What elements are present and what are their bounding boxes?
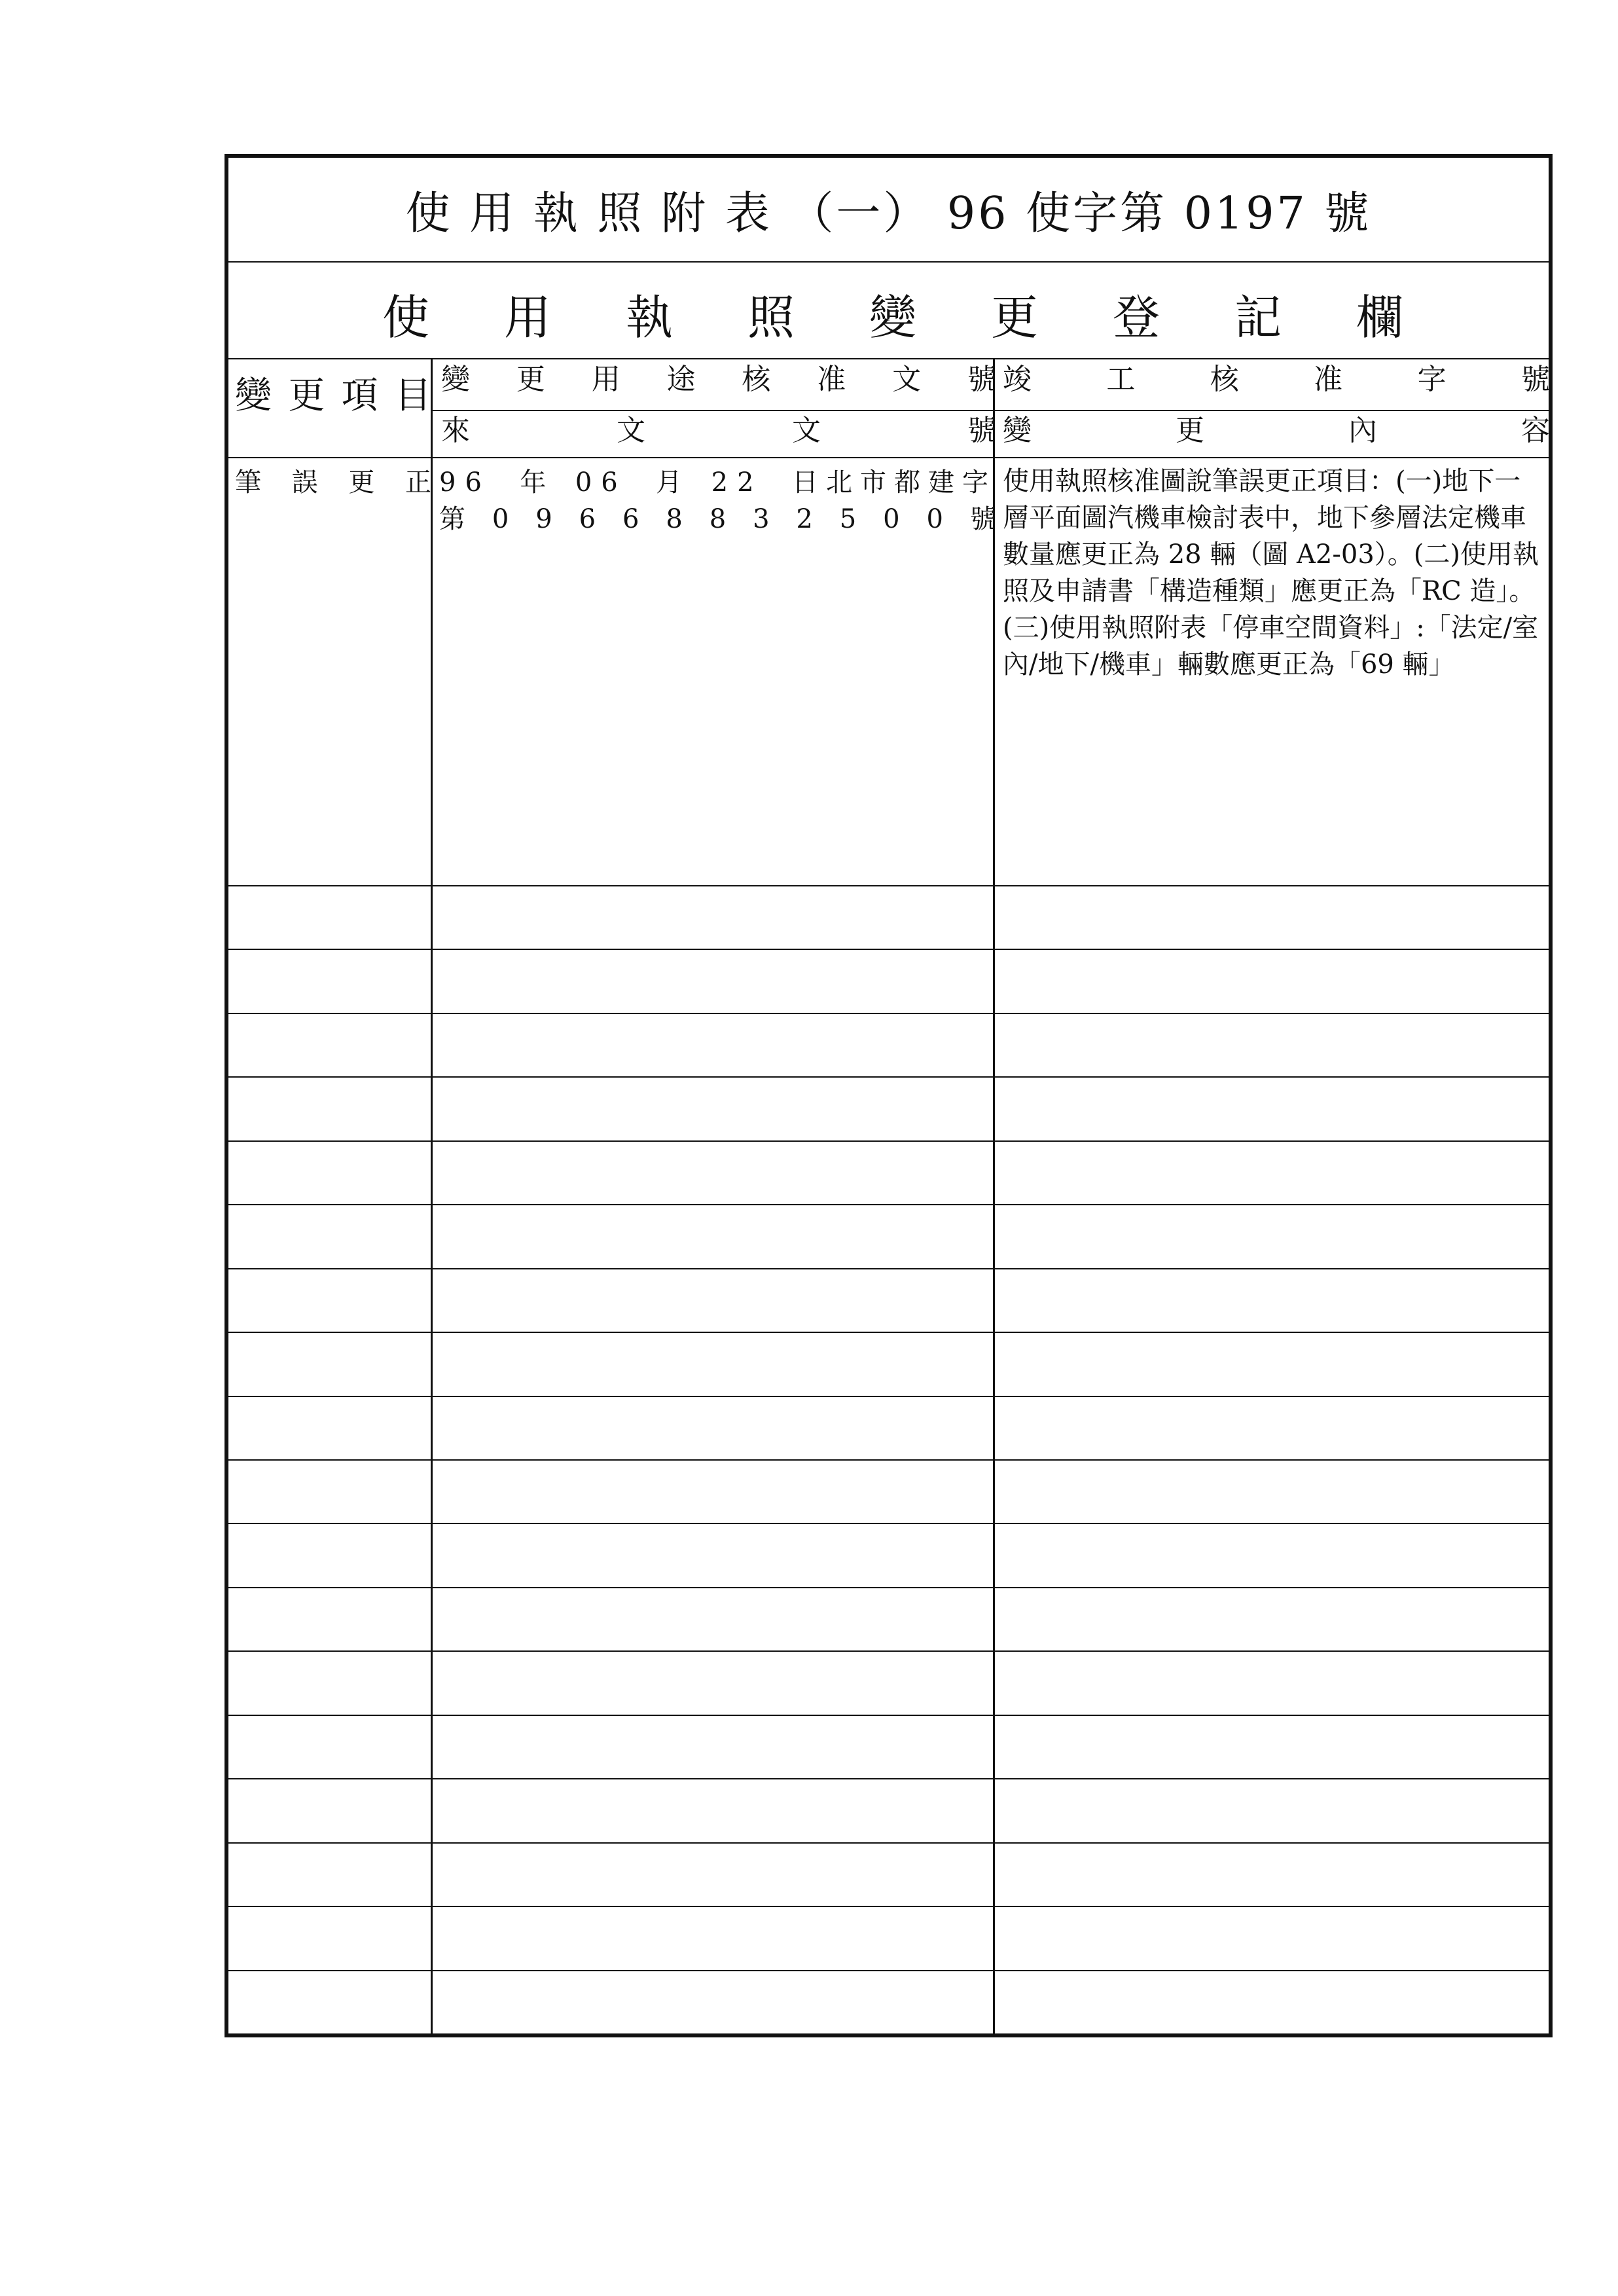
doc-token: 月 xyxy=(656,467,683,498)
header-char: 用 xyxy=(591,363,620,396)
doc-token: 年 xyxy=(520,467,547,498)
subtitle-char: 登 xyxy=(1113,290,1160,345)
form-subtitle xyxy=(228,261,1549,358)
header-char: 文 xyxy=(617,414,645,447)
header-incoming-doc-no xyxy=(441,414,996,447)
doc-token: 0 xyxy=(926,504,943,534)
header-char: 准 xyxy=(817,363,846,396)
row-divider xyxy=(228,1523,1549,1524)
header-char: 項 xyxy=(341,374,378,417)
subtitle-char: 記 xyxy=(1234,290,1282,345)
row-divider xyxy=(228,1906,1549,1907)
header-completion-no xyxy=(1003,363,1550,396)
header-char: 工 xyxy=(1106,363,1136,396)
row-divider xyxy=(228,1396,1549,1397)
subtitle-char: 使 xyxy=(382,290,430,345)
header-change-content xyxy=(1003,414,1550,447)
item-char: 正 xyxy=(404,467,431,498)
subtitle-char: 用 xyxy=(504,290,552,345)
row-divider xyxy=(228,949,1549,950)
doc-token: 6 xyxy=(579,504,596,534)
subtitle-char: 欄 xyxy=(1356,290,1404,345)
header-char: 變 xyxy=(441,363,470,396)
row-change-content: 使用執照核准圖說筆誤更正項目：(一)地下一層平面圖汽機車檢討表中，地下參層法定機車數量應更正為 28 輛（圖 A2-03）。(二)使用執照及申請書「構造種類」應更正為「RC 造」。(三)使用執照附表「停車空間資料」:「法定/室內/地下/機車」輛數應更正為「69 輛」 xyxy=(1003,466,1539,680)
header-char: 核 xyxy=(1210,363,1239,396)
doc-token: 96 xyxy=(439,467,491,498)
header-char: 准 xyxy=(1314,363,1343,396)
row-divider xyxy=(228,1268,1549,1269)
doc-token: 日北市都建字 xyxy=(791,467,996,498)
row-divider xyxy=(228,1204,1549,1205)
header-char: 變 xyxy=(1003,414,1032,447)
header-char: 文 xyxy=(892,363,922,396)
row-divider xyxy=(228,1076,1549,1078)
subtitle-char: 照 xyxy=(747,290,795,345)
subtitle-char: 執 xyxy=(626,290,674,345)
doc-token: 第 xyxy=(439,504,465,534)
row-doc-line-1 xyxy=(439,464,996,501)
header-char: 號 xyxy=(967,363,996,396)
doc-token: 22 xyxy=(711,467,763,498)
row-divider xyxy=(228,1715,1549,1716)
subtitle-char: 變 xyxy=(869,290,917,345)
row-divider xyxy=(228,1650,1549,1652)
header-char: 途 xyxy=(666,363,696,396)
header-char: 文 xyxy=(792,414,821,447)
item-char: 誤 xyxy=(291,467,318,498)
row-divider xyxy=(228,1013,1549,1014)
doc-token: 0 xyxy=(883,504,900,534)
row-divider xyxy=(228,1332,1549,1333)
header-char: 來 xyxy=(441,414,470,447)
row-divider xyxy=(228,1842,1549,1844)
doc-token: 5 xyxy=(839,504,857,534)
header-char: 號 xyxy=(967,414,996,447)
header-char: 更 xyxy=(516,363,545,396)
doc-token: 2 xyxy=(796,504,813,534)
usage-permit-change-form xyxy=(225,154,1553,2037)
item-char: 筆 xyxy=(235,467,261,498)
header-char: 容 xyxy=(1521,414,1550,447)
header-char: 核 xyxy=(742,363,771,396)
doc-token: 6 xyxy=(622,504,639,534)
header-char: 號 xyxy=(1520,363,1550,396)
row-divider xyxy=(228,1970,1549,1971)
form-title: 使 用 執 照 附 表 （一） 96 使字第 0197 號 xyxy=(405,187,1372,240)
header-char: 變 xyxy=(235,374,272,417)
doc-token: 0 xyxy=(492,504,509,534)
header-char: 更 xyxy=(288,374,325,417)
doc-token: 8 xyxy=(709,504,727,534)
item-char: 更 xyxy=(348,467,375,498)
header-char: 更 xyxy=(1176,414,1204,447)
row-divider xyxy=(228,1459,1549,1461)
subtitle-char: 更 xyxy=(991,290,1039,345)
doc-token: 號 xyxy=(969,504,996,534)
doc-token: 8 xyxy=(666,504,683,534)
row-divider xyxy=(228,1140,1549,1142)
header-char: 竣 xyxy=(1003,363,1032,396)
row-item xyxy=(235,464,431,501)
header-char: 字 xyxy=(1417,363,1447,396)
row-divider xyxy=(228,1587,1549,1588)
doc-token: 06 xyxy=(575,467,627,498)
doc-token: 3 xyxy=(753,504,770,534)
row-doc-line-2 xyxy=(439,501,996,538)
row-divider xyxy=(228,1778,1549,1779)
doc-token: 9 xyxy=(535,504,552,534)
header-char: 目 xyxy=(394,374,431,417)
header-char: 內 xyxy=(1348,414,1377,447)
header-approval-doc-no xyxy=(441,363,996,396)
header-change-item xyxy=(235,366,431,420)
